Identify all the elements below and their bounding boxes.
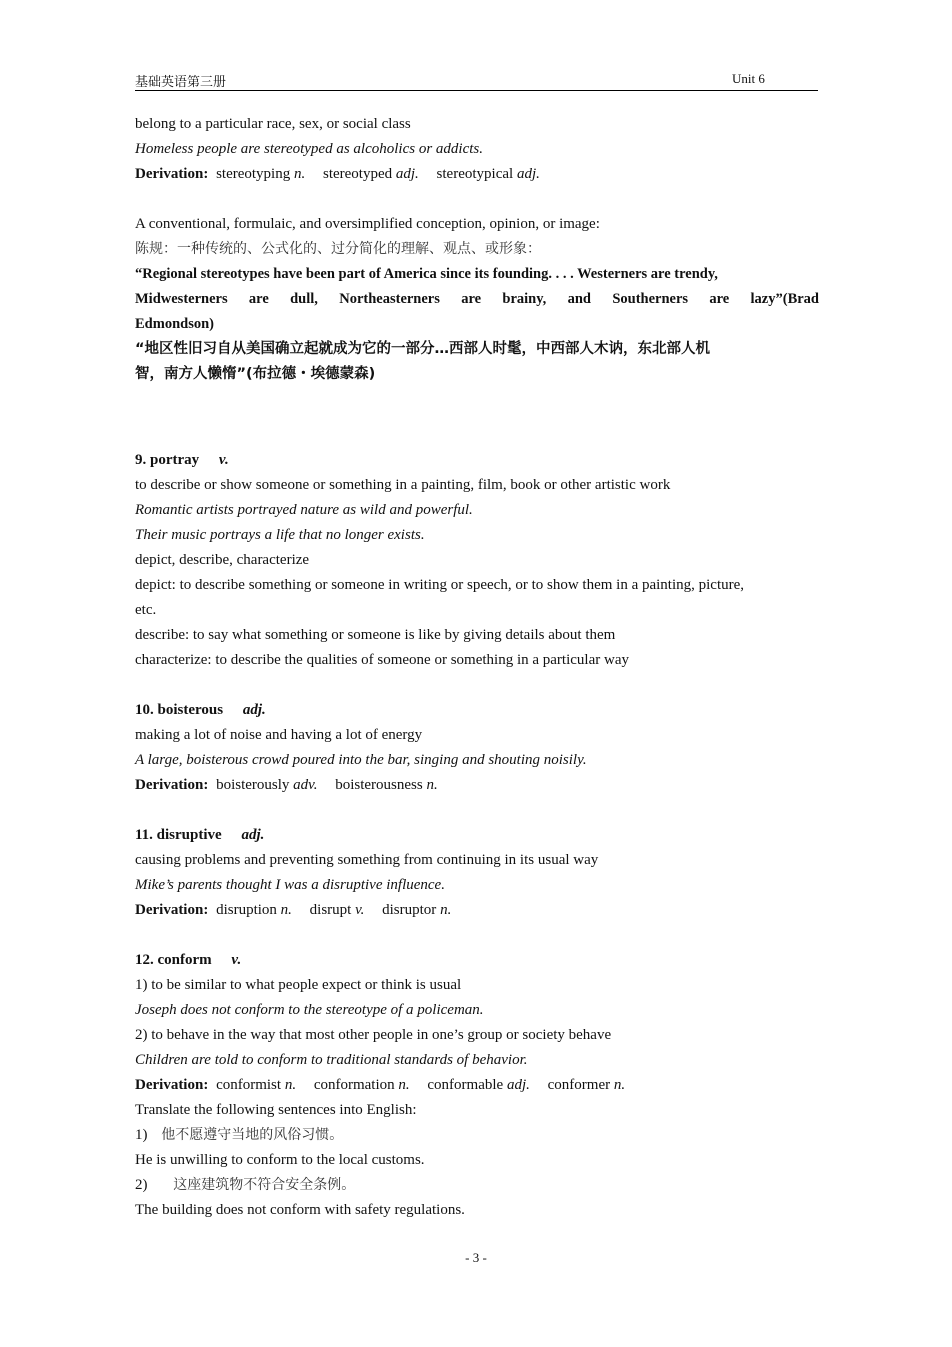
derivation-pos: n. [613,1077,626,1093]
translate-sentence-2-english: The building does not conform with safety regulations. [135,1202,465,1218]
derivation-label: Derivation: [135,166,209,182]
entry-part-of-speech: adj. [241,827,265,843]
derivation-word: boisterously [216,777,290,793]
derivation-word: conformer [547,1077,611,1093]
portray-synonyms: depict, describe, characterize [135,552,310,568]
page-content [135,112,819,1223]
disruptive-example: Mike’s parents thought I was a disruptive influence. [135,877,445,893]
boisterous-example: A large, boisterous crowd poured into the bar, singing and shouting noisily. [135,752,587,768]
stereotype-derivation [135,162,819,187]
derivation-word: conformist [216,1077,282,1093]
translate-prompt: Translate the following sentences into English: [135,1102,417,1118]
stereotype-example: Homeless people are stereotyped as alcoholics or addicts. [135,141,483,157]
entry-term: 12. conform [135,952,212,968]
translate-sentence-2-chinese [135,1173,819,1198]
entry-part-of-speech: v. [231,952,242,968]
boisterous-derivation [135,773,819,798]
sentence-chinese: 这座建筑物不符合安全条例。 [173,1177,356,1193]
stereotype-definition-2-chinese: 陈规：一种传统的、公式化的、过分简化的理解、观点、或形象： [135,241,541,257]
portray-characterize: characterize: to describe the qualities of someone or something in a particular way [135,652,629,668]
derivation-label: Derivation: [135,902,209,918]
derivation-pos: n. [426,777,438,793]
disruptive-definition: causing problems and preventing something from continuing in its usual way [135,852,599,868]
conform-definition-1: 1) to be similar to what people expect or think is usual [135,977,462,993]
entry-part-of-speech: adj. [242,702,266,718]
header-book-title: 基础英语第三册 [135,74,227,89]
derivation-pos: adj. [506,1077,530,1093]
derivation-pos: n. [293,166,306,182]
entry-heading-boisterous [135,698,819,723]
derivation-pos: adj. [516,166,540,182]
derivation-word: disrupt [309,902,352,918]
entry-heading-conform [135,948,819,973]
derivation-pos: n. [398,1077,410,1093]
disruptive-derivation [135,898,819,923]
boisterous-definition: making a lot of noise and having a lot of energy [135,727,423,743]
derivation-word: disruption [216,902,277,918]
stereotype-definition-2: A conventional, formulaic, and oversimplified conception, opinion, or image: [135,216,600,232]
stereotype-quote-line-1: “Regional stereotypes have been part of America since its founding. . . . Westerners are trendy, [135,266,718,282]
derivation-word: stereotyped [322,166,393,182]
stereotype-quote-line-2: Midwesterners are dull, Northeasterners are brainy, and Southerners are lazy”(Brad [135,291,819,307]
derivation-word: boisterousness [335,777,423,793]
entry-heading-disruptive [135,823,819,848]
sentence-number: 1) [135,1127,148,1143]
derivation-word: disruptor [382,902,437,918]
entry-term: 11. disruptive [135,827,222,843]
derivation-pos: n. [284,1077,297,1093]
derivation-pos: n. [440,902,452,918]
entry-part-of-speech: v. [218,452,229,468]
derivation-word: conformable [427,1077,504,1093]
derivation-pos: v. [355,902,365,918]
derivation-pos: n. [280,902,292,918]
stereotype-quote-line-3: Edmondson) [135,316,214,332]
conform-example-1: Joseph does not conform to the stereotype of a policeman. [135,1002,484,1018]
portray-example-1: Romantic artists portrayed nature as wild and powerful. [135,502,473,518]
sentence-number: 2) [135,1177,148,1193]
derivation-word: stereotypical [436,166,514,182]
stereotype-definition-continued: belong to a particular race, sex, or social class [135,116,411,132]
header-unit: Unit 6 [732,71,765,86]
derivation-label: Derivation: [135,777,209,793]
conform-definition-2: 2) to behave in the way that most other people in one’s group or society behave [135,1027,612,1043]
portray-depict-continued: etc. [135,602,157,618]
conform-example-2: Children are told to conform to traditional standards of behavior. [135,1052,528,1068]
stereotype-quote-chinese-line-1: “地区性旧习自从美国确立起就成为它的一部分…西部人时髦，中西部人木讷，东北部人机 [135,341,711,357]
entry-term: 9. portray [135,452,200,468]
derivation-pos: adv. [293,777,318,793]
stereotype-quote-chinese-line-2: 智，南方人懒惰”(布拉德・埃德蒙森) [135,366,376,382]
derivation-label: Derivation: [135,1077,209,1093]
portray-depict: depict: to describe something or someone in writing or speech, or to show them in a painting, picture, [135,577,745,593]
translate-sentence-1-chinese [135,1123,819,1148]
portray-definition: to describe or show someone or something in a painting, film, book or other artistic work [135,477,671,493]
derivation-word: stereotyping [216,166,291,182]
derivation-word: conformation [313,1077,395,1093]
sentence-chinese: 他不愿遵守当地的风俗习惯。 [161,1127,344,1143]
conform-derivation [135,1073,819,1098]
entry-heading-portray [135,448,819,473]
page-number: - 3 - [465,1250,487,1265]
page-header [135,70,818,91]
entry-term: 10. boisterous [135,702,224,718]
translate-sentence-1-english: He is unwilling to conform to the local customs. [135,1152,425,1168]
portray-example-2: Their music portrays a life that no longer exists. [135,527,425,543]
derivation-pos: adj. [395,166,419,182]
portray-describe: describe: to say what something or someone is like by giving details about them [135,627,616,643]
